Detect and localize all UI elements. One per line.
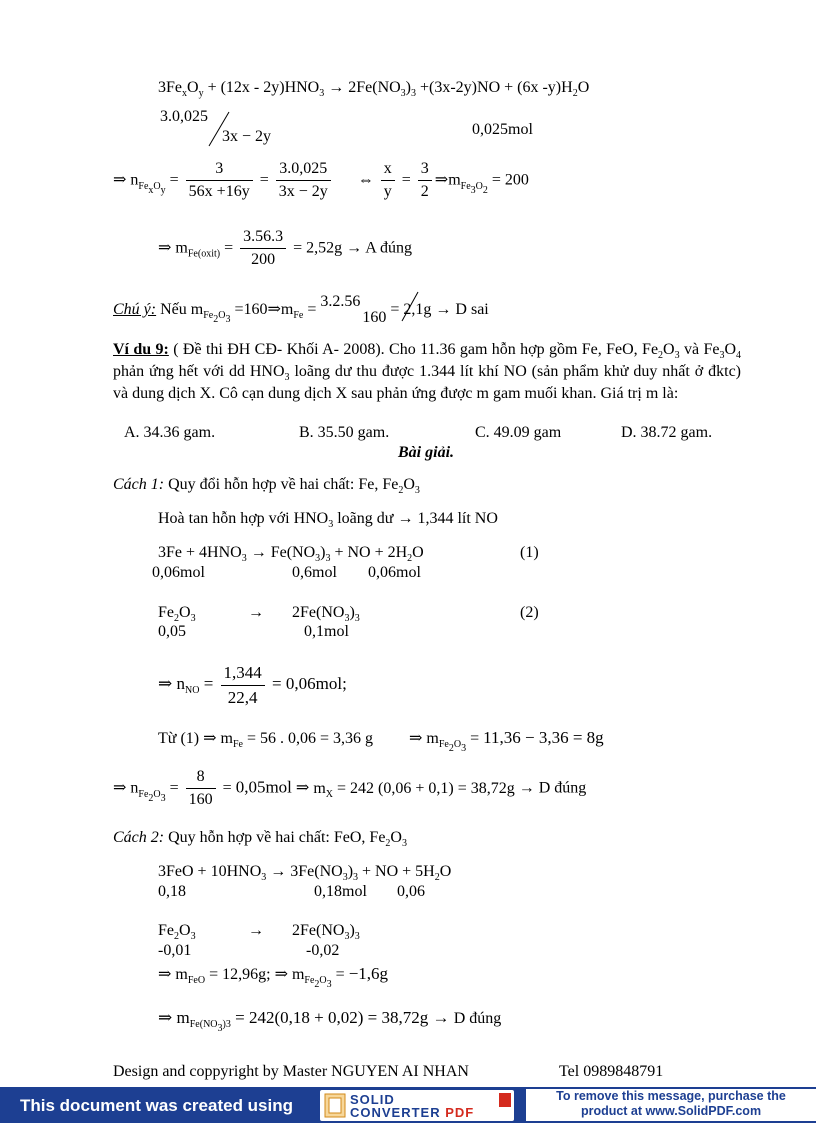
method2-title: Cách 2: Quy hỗn hợp về hai chất: FeO, $Fe_2O_3$ — [113, 829, 407, 849]
tel-line: Tel 0989848791 — [559, 1063, 664, 1080]
eq1-number: (1) — [520, 544, 539, 561]
method1-title: Cách 1: Quy đổi hỗn hợp về hai chất: Fe, $Fe_2O_3$ — [113, 476, 420, 496]
eq1-mol-1: 0,6mol — [292, 564, 337, 581]
eq2-mol-0: 0,05 — [158, 623, 186, 640]
eq2-right: $2Fe(NO_3)_3$ — [292, 604, 360, 624]
reaction-fexoy: $3Fe_xO_y + (12x - 2y)HNO_3 \to 2Fe(NO_3)_3 +(3x-2y)NO + (6x$ $-y)H_2O$ — [158, 79, 590, 99]
m2-eq2-mol-0: -0,01 — [158, 942, 192, 959]
eq2-number: (2) — [520, 604, 539, 621]
m2-eq2-left: $Fe_2O_3$ — [158, 922, 196, 942]
solid-converter-logo[interactable] — [320, 1090, 514, 1121]
mol-value: 0,025mol — [472, 121, 533, 138]
from-eq1-line: Từ (1) ⇒ $m_{Fe} = 56$ . 0,06 = 3,36 g ⇒ $m_{Fe2O3} = 11,36 - 3,36 = 8g$ — [158, 728, 604, 754]
converter-banner — [0, 1087, 816, 1123]
n-no-equation: ⇒ $n_{NO}$ = $\frac{1,344}{22,4}$ = 0,06mol; — [158, 663, 347, 707]
example-paragraph: Ví du 9: ( Đề thi ĐH CĐ- Khối A- 2008). Cho 11.36 gam hỗn hợp gồm Fe, FeO, $Fe_2O_3$ và $Fe_3O_4$ phản ứng hết với dd $HNO_3$ loãng dư thu được 1.344 lít khí NO (sản phẩm khử duy nhất ở đktc) và dung dịch X. Cô cạn dung dịch X sau phản ứng được m gam muối khan. Giá trị m là: — [113, 341, 742, 402]
method2-eq1: $3FeO + 10HNO_3 \to 3Fe(NO_3)_3$ + NO + $5H_2O$ — [158, 863, 452, 883]
method1-dissolve: Hoà tan hỗn hợp với $HNO_3$ loãng dư → 1,344 lít NO — [158, 510, 498, 530]
m2-final: ⇒ $m_{Fe(NO3)3} = 242(0,18 + 0,02) = 38,72g \to D$ đúng — [158, 1008, 502, 1034]
m2-eq1-mol-0: 0,18 — [158, 883, 186, 900]
eq2-mol-1: 0,1mol — [304, 623, 349, 640]
solidpdf-link[interactable]: www.SolidPDF.com — [645, 1104, 762, 1118]
m-fe-oxit-equation: ⇒ $m_{Fe(oxit)}$ = $\frac{3.56.3}{200}$ = 2,52g → A đúng — [158, 228, 412, 269]
eq1-mol-2: 0,06mol — [368, 564, 421, 581]
note-line: Chú ý: Nếu $m_{Fe2O3}$ $=160\Rightarrow m_{Fe} = 3.2.56160 = 2,1g \to D$ sai — [113, 293, 489, 326]
m2-eq1-mol-2: 0,06 — [397, 883, 425, 900]
author-line: Design and coppyright by Master NGUYEN AI NHAN — [113, 1063, 469, 1080]
solution-title: Bài giải. — [398, 444, 455, 461]
eq2-left: $Fe_2O_3$ — [158, 604, 196, 624]
n-fexoy-equation: ⇒ $n_{FexOy}$ = $\frac{3}{56x +16y}$ = $\frac{3.0,025}{3x - 2y}$ ⇔ $\frac{x}{y}$ = $\frac{3}{2}$ $\Rightarrow m_{Fe3O2} = 200$ — [113, 160, 529, 201]
m2-eq2-arrow: → — [248, 922, 264, 939]
created-using-text: This document was created using — [20, 1096, 294, 1115]
pdf-badge-icon — [498, 1092, 512, 1108]
option-d: D. 38.72 gam. — [621, 424, 713, 441]
note-slash — [398, 290, 422, 324]
eq2-arrow: → — [248, 604, 264, 621]
m2-masses: ⇒ $m_{FeO} = 12,96g$; ⇒ $m_{Fe2O3} = -1,6g$ — [158, 964, 389, 990]
m2-eq1-mol-1: 0,18mol — [314, 883, 367, 900]
option-c: C. 49.09 gam — [475, 424, 562, 441]
logo-icon — [324, 1093, 346, 1118]
n-fe2o3-line: ⇒ $n_{Fe2O3}$ = $\frac{8}{160}$ = 0,05mol ⇒ $m_X = 242$ (0,06 + 0,1) = 38,72g → D đúng — [113, 768, 587, 809]
logo-text: SOLID CONVERTER PDF — [350, 1092, 475, 1120]
ratio-denominator: 3x − 2y — [222, 128, 272, 145]
option-a: A. 34.36 gam. — [124, 424, 216, 441]
m2-eq2-mol-1: -0,02 — [306, 942, 340, 959]
option-b: B. 35.50 gam. — [299, 424, 390, 441]
method1-eq1: $3Fe + 4HNO_3 \to Fe(NO_3)_3$ + NO + $2H_2O$ — [158, 544, 424, 564]
eq1-mol-0: 0,06mol — [152, 564, 205, 581]
purchase-message[interactable]: To remove this message, purchase the product at www.SolidPDF.com — [526, 1089, 816, 1121]
m2-eq2-right: $2Fe(NO_3)_3$ — [292, 922, 360, 942]
ratio-fraction: 3.0,025 — [160, 108, 208, 125]
